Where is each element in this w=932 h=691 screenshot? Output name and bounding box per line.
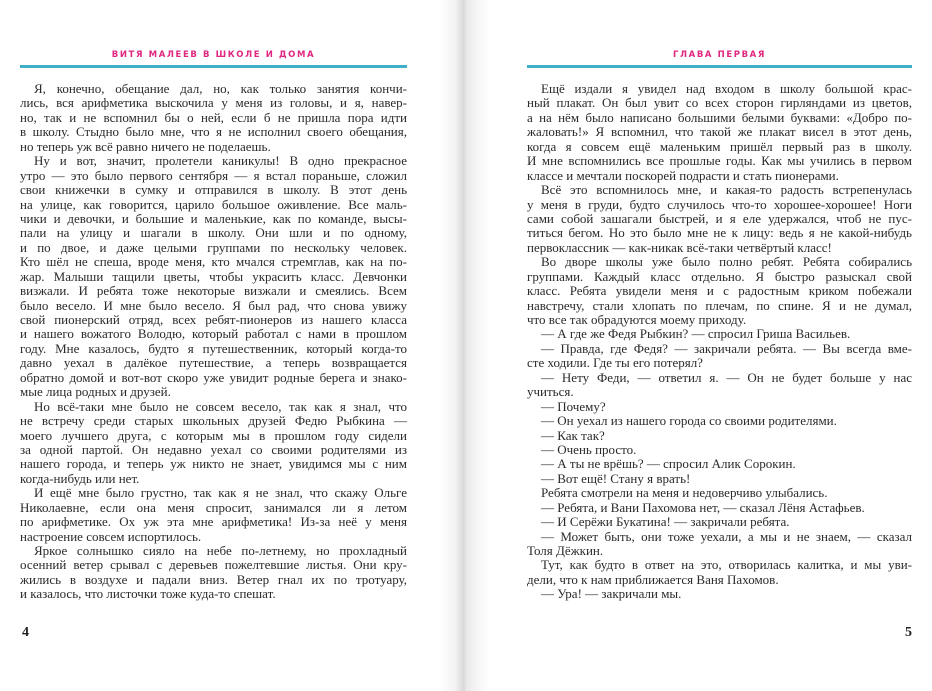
text-line: обратно домой и вот-вот скоро уже увидит родные берега и знако- [20, 369, 407, 385]
text-line: году. Мне казалось, будто я путешественник, который когда-то [20, 340, 407, 356]
text-line: у меня в груди, будто случилось что-то хорошее-хорошее! Ноги [527, 196, 912, 212]
text-line: — Очень просто. [541, 441, 637, 457]
text-line: по арифметике. Ох уж эта мне арифметика! Из-за неё у меня [20, 514, 407, 530]
text-line: — Ребята, и Вани Пахомова нет, — сказал Лёня Астафьев. [541, 499, 865, 515]
paragraph [527, 82, 912, 183]
page-number: 4 [22, 625, 29, 640]
paragraph [20, 154, 407, 399]
paragraph [527, 587, 912, 601]
text-line: нашего города, и теперь уж никто не знает, увидимся мы с ним [20, 456, 407, 472]
text-line: жаловать!» Я вспомнил, что такой же плакат висел в этот день, [527, 124, 912, 140]
text-line: моего лучшего друга, с которым мы в прошлом году сидели [20, 427, 407, 443]
text-line: Ещё издали я увидел над входом в школу большой крас- [541, 81, 912, 96]
running-head: ВИТЯ МАЛЕЕВ В ШКОЛЕ И ДОМА [111, 50, 316, 60]
text-line: учиться. [527, 384, 574, 400]
text-line: пали на улицу и шагали в школу. Они шли и по одному, [20, 225, 407, 241]
text-line: — Может быть, они тоже уехали, а мы и не знаем, — сказал [541, 528, 912, 544]
text-line: лись, вся арифметика выскочила у меня из головы, и я, навер- [20, 95, 407, 111]
running-head: ГЛАВА ПЕРВАЯ [672, 50, 767, 60]
text-line: — Вот ещё! Стану я врать! [541, 470, 691, 486]
text-line: Тут, как будто в ответ на это, отворилась калитка, и мы уви- [541, 557, 912, 573]
paragraph [527, 457, 912, 471]
text-line: но теперь уж всё равно ничего не поделаешь. [20, 138, 271, 154]
text-line: но, так и не вспомнил бы о ней, если б не пришла пора идти [20, 109, 407, 125]
text-line: не встречу среди старых школьных друзей Федю Рыбкина — [20, 413, 407, 429]
text-line: Всё это вспомнилось мне, и какая-то радость встрепенулась [541, 182, 912, 198]
text-line: Но всё-таки мне было не совсем весело, так как я знал, что [34, 398, 407, 414]
paragraph [527, 530, 912, 559]
text-line: Ребята смотрели на меня и недоверчиво улыбались. [541, 485, 828, 501]
text-line: — Он уехал из нашего города со своими родителями. [541, 413, 837, 429]
text-line: Ну и вот, значит, пролетели каникулы! В одно прекрасное [34, 153, 407, 169]
text-line: титься бегом. Но это было мне не к лицу: ведь я не какой-нибудь [527, 225, 912, 241]
text-line: класс. Ребята увидели меня и с радостным криком побежали [527, 283, 912, 299]
paragraph [527, 515, 912, 529]
text-line: — И Серёжи Букатина! — закричали ребята. [541, 514, 790, 530]
text-line: ный плакат. Он был увит со всех сторон гирляндами из цветов, [527, 95, 912, 111]
paragraph [20, 486, 407, 544]
text-line: утро — это было первого сентября — я встал пораньше, сложил [20, 167, 407, 183]
text-line: было весело. И мне было весело. Я был рад, что снова увижу [20, 297, 407, 313]
paragraph [527, 342, 912, 371]
page-number: 5 [905, 625, 912, 640]
paragraph [527, 472, 912, 486]
paragraph [20, 400, 407, 487]
left-page [20, 0, 407, 691]
text-line: группами. Каждый класс отдельно. Я быстро разыскал свой [527, 268, 912, 284]
text-line: — Как так? [541, 427, 605, 443]
page-body [527, 82, 912, 602]
paragraph [20, 82, 407, 154]
text-line: — А где же Федя Рыбкин? — спросил Гриша Васильев. [541, 326, 851, 342]
text-line: чики и девочки, и большие и маленькие, как по команде, высы- [20, 210, 407, 226]
text-line: и по двое, и даже целыми группами по нескольку человек. [20, 239, 407, 255]
text-line: мые лица родных и друзей. [20, 384, 171, 400]
header-rule [20, 65, 407, 68]
text-line: когда я совсем ещё маленьким пришёл первый раз в школу. [527, 138, 912, 154]
text-line: что все так обрадуются моему приходу. [527, 312, 747, 327]
text-line: И ещё мне было грустно, так как я не знал, что скажу Ольге [34, 485, 407, 501]
paragraph [527, 558, 912, 587]
text-line: Толя Дёжкин. [527, 543, 604, 558]
text-line: — А ты не врёшь? — спросил Алик Сорокин. [541, 456, 796, 472]
text-line: свои книжечки в сумку и отправился в школу. В этот день [20, 182, 407, 198]
paragraph [527, 429, 912, 443]
paragraph [527, 414, 912, 428]
paragraph [527, 327, 912, 341]
text-line: а на нём было написано большими белыми буквами: «Добро по- [527, 109, 912, 125]
paragraph [527, 486, 912, 500]
text-line: когда-нибудь или нет. [20, 470, 140, 486]
text-line: сами собой зашагали быстрей, и я еле удержался, чтоб не пус- [527, 210, 912, 226]
text-line: — Ура! — закричали мы. [541, 586, 682, 602]
text-line: первоклассник — как-никак всё-таки четвёртый класс! [527, 239, 832, 255]
page-body [20, 82, 407, 602]
paragraph [527, 183, 912, 255]
text-line: классе и мечтали поскорей подрасти и стать пионерами. [527, 167, 839, 183]
header-rule [527, 65, 912, 68]
paragraph [527, 443, 912, 457]
text-line: сте ходили. Где ты его потерял? [527, 355, 703, 371]
text-line: Яркое солнышко сияло на небе по-летнему, но прохладный [34, 543, 407, 558]
text-line: и нашего вожатого Володю, который работал с нами в прошлом [20, 326, 407, 342]
text-line: Во дворе школы уже было полно ребят. Ребята собирались [541, 254, 912, 270]
text-line: настроение совсем испортилось. [20, 528, 202, 544]
text-line: свой пионерский отряд, всех ребят-пионеров из нашего класса [20, 312, 407, 327]
text-line: дели, что к нам приближается Ваня Пахомов. [527, 571, 779, 587]
text-line: — Нету Феди, — ответил я. — Он не будет больше у нас [541, 369, 912, 385]
paragraph [527, 501, 912, 515]
text-line: давно уехал в далёкое путешествие, а теперь возвращается [20, 355, 407, 371]
text-line: И мне вспомнились все прошлые годы. Как мы учились в первом [527, 153, 912, 169]
text-line: и казалось, что листочки тоже куда-то спешат. [20, 586, 276, 602]
paragraph [527, 400, 912, 414]
right-page [527, 0, 912, 691]
text-line: осенний ветер срывал с деревьев пожелтевшие листья. Они кру- [20, 557, 407, 573]
text-line: жились в воздухе и падали вниз. Ветер гнал их по тротуару, [20, 571, 407, 587]
text-line: — Правда, где Федя? — закричали ребята. — Вы всегда вме- [541, 340, 912, 356]
book-gutter [440, 0, 490, 691]
text-line: — Почему? [541, 398, 606, 414]
text-line: жар. Малыши тащили цветы, чтобы украсить класс. Девчонки [20, 268, 407, 284]
text-line: за одной партой. Он недавно уехал со своими родителями из [20, 441, 407, 457]
text-line: навстречу, стали хлопать по плечам, по спине. Я и не думал, [527, 297, 912, 313]
paragraph [527, 255, 912, 327]
text-line: Николаевне, если она меня спросит, занимался ли я летом [20, 499, 407, 515]
paragraph [527, 371, 912, 400]
text-line: визжали. И ребята тоже некоторые визжали и смеялись. Всем [20, 283, 407, 299]
text-line: Я, конечно, обещание дал, но, как только занятия кончи- [34, 81, 407, 96]
paragraph [20, 544, 407, 602]
text-line: на улице, как говорится, царило большое оживление. Все маль- [20, 196, 407, 212]
text-line: Кто шёл не спеша, вроде меня, кто мчался стремглав, как на по- [20, 254, 407, 270]
text-line: в школу. Стыдно было мне, что я не исполнил своего обещания, [20, 124, 407, 140]
